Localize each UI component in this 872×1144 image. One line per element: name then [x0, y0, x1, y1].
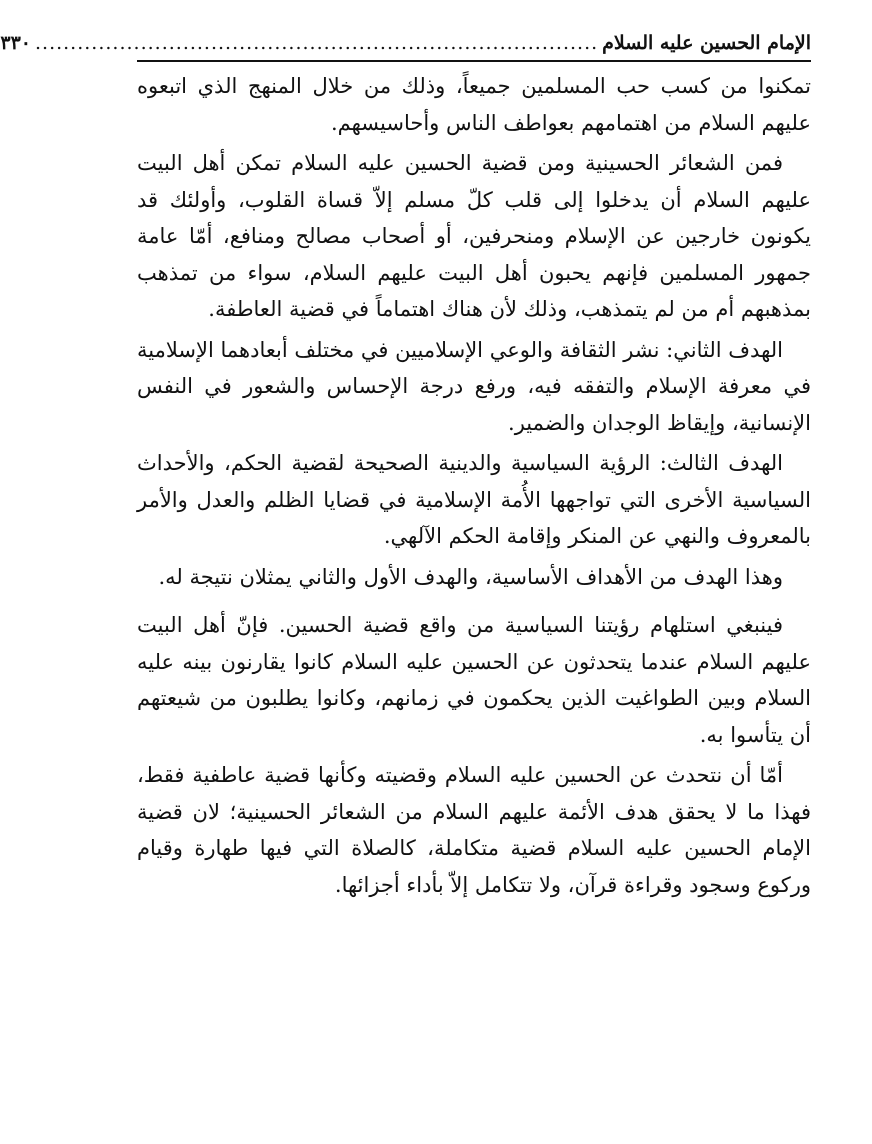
- running-header: [0, 30, 811, 56]
- page-number: ٣٣٠: [0, 32, 31, 54]
- paragraph: فمن الشعائر الحسينية ومن قضية الحسين عليه السلام تمكن أهل البيت عليهم السلام أن يدخلوا إلى قلب كلّ مسلم إلاّ قساة القلوب، وأولئك قد يكونون خارجين عن الإسلام ومنحرفين، أو أصحاب مصالح ومنافع، أمّا عامة جمهور المسلمين فإنهم يحبون أهل البيت عليهم السلام، سواء من تمذهب بمذهبهم أم من لم يتمذهب، وذلك لأن هناك اهتماماً في قضية العاطفة.: [137, 151, 811, 321]
- header-rule: [137, 60, 811, 62]
- paragraph: تمكنوا من كسب حب المسلمين جميعاً، وذلك من خلال المنهج الذي اتبعوه عليهم السلام من اهتمامهم بعواطف الناس وأحاسيسهم.: [137, 74, 811, 135]
- paragraph: أمّا أن نتحدث عن الحسين عليه السلام وقضيته وكأنها قضية عاطفية فقط، فهذا ما لا يحقق هدف الأئمة عليهم السلام من الشعائر الحسينية؛ لان قضية الإمام الحسين عليه السلام قضية متكاملة، كالصلاة التي فيها طهارة وقيام وركوع وسجود وقراءة قرآن، ولا تتكامل إلاّ بأداء أجزائها.: [137, 763, 811, 897]
- header-title: الإمام الحسين عليه السلام: [602, 32, 811, 54]
- paragraph: الهدف الثاني: نشر الثقافة والوعي الإسلاميين في مختلف أبعادهما الإسلامية في معرفة الإسلام والتفقه فيه، ورفع درجة الإحساس والشعور في النفس الإنسانية، وإيقاظ الوجدان والضمير.: [137, 337, 811, 435]
- body-text: [137, 68, 811, 903]
- paragraph: فينبغي استلهام رؤيتنا السياسية من واقع قضية الحسين. فإنّ أهل البيت عليهم السلام عندما يتحدثون عن الحسين عليه السلام كانوا يقارنون بينه عليه السلام وبين الطواغيت الذين يحكمون في زمانهم، وكانوا يطلبون من شيعتهم أن يتأسوا به.: [137, 613, 811, 747]
- paragraph: الهدف الثالث: الرؤية السياسية والدينية الصحيحة لقضية الحكم، والأحداث السياسية الأخرى التي تواجهها الأُمة الإسلامية في قضايا الظلم والعدل والأمر بالمعروف والنهي عن المنكر وإقامة الحكم الآلهي.: [137, 451, 811, 548]
- paragraph: وهذا الهدف من الأهداف الأساسية، والهدف الأول والثاني يمثلان نتيجة له.: [158, 564, 783, 589]
- book-page: [0, 30, 811, 907]
- header-dot-leader: ................................................................................: [34, 32, 599, 54]
